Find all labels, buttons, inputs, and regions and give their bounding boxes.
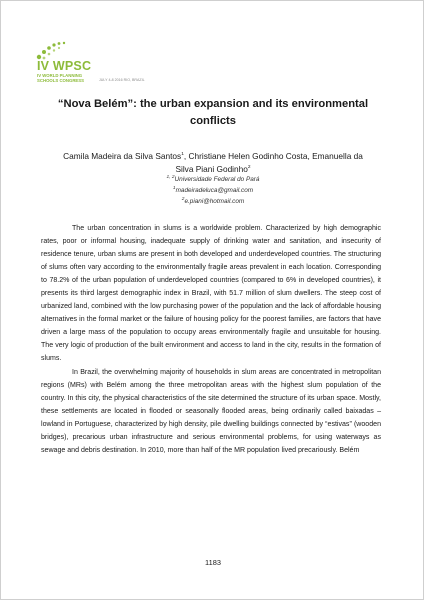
author-list: Camila Madeira da Silva Santos$^1$, Christiane Helen Godinho Costa, Emanuella da Silva Piani Godinho$^2$ bbox=[63, 150, 363, 175]
affiliation-email-2 bbox=[61, 197, 365, 205]
author-name: Christiane Helen Godinho Costa bbox=[188, 150, 308, 161]
abstract-body bbox=[41, 222, 381, 457]
logo-subtitle-line2: SCHOOLS CONGRESS bbox=[37, 78, 85, 83]
page-number: 1183 bbox=[205, 558, 221, 567]
author-name: Emanuella da Silva Piani Godinho bbox=[175, 150, 363, 175]
institution-name: Universidade Federal do Pará bbox=[174, 176, 260, 184]
affiliation-mark: 1 bbox=[172, 186, 176, 191]
author-name: Camila Madeira da Silva Santos bbox=[63, 150, 182, 161]
author-affiliation-mark: 1 bbox=[181, 152, 184, 157]
email-address: madeiradeluca@gmail.com bbox=[175, 187, 254, 195]
author-affiliation-mark: 2 bbox=[247, 165, 251, 171]
paragraph: The urban concentration in slums is a worldwide problem. Characterized by high demographic rates, poor or informal housing, inadequate supply of drinking water and sanitation, and insecurity of residence tenure, urban slums are present in both developed and underdeveloped countries. The structuring of slums often vary according to the environmentally fragile areas prevalent in each location. Corresponding to 78.2% of the urban population of underdeveloped countries (compared to 6% in developed countries), it presents its third largest demographic index in Brazil, with 51.7 million of slum dwellers. The steep cost of urbanized land, combined with the low purchasing power of the population and the lack of affordable housing alternatives in the formal market or the failure of housing policy for the poorest families, are factors that have driven a large mass of the population to occupy areas environmentally fragile and unsuitable for housing. The very logic of production of the built environment and access to land in the city, results in the formation of slums. bbox=[41, 225, 381, 363]
affiliation-mark: 1, 2 bbox=[166, 175, 175, 180]
conference-logo bbox=[35, 41, 175, 85]
logo-title: IV WPSC bbox=[37, 59, 92, 73]
affiliation-mark: 2 bbox=[181, 197, 185, 202]
paper-title: “Nova Belém”: the urban expansion and its environmental conflicts bbox=[57, 98, 369, 127]
email-address: e.piani@hotmail.com bbox=[184, 198, 245, 206]
logo-date-place: JULY 4-8 2016 RIO, BRAZIL bbox=[99, 78, 145, 82]
affiliation-email-1 bbox=[61, 186, 365, 194]
affiliation-institution bbox=[61, 175, 365, 183]
paragraph: In Brazil, the overwhelming majority of households in slum areas are concentrated in metropolitan regions (MRs) with Belém among the three metropolitan areas with the highest slum population of the country. In this city, the physical characteristics of the site determined the structure of its urban space. Mostly, these settlements are located in flooded or seasonally flooded areas, being ordinarily called baixadas – lowland in Portuguese, characterized by high density, pile dwelling buildings connected by “estivas” (wooden bridges), precarious urban infrastructure and serious environmental problems, for using waterways as sewage and debris destination. In 2010, more than half of the MR population lived precariously. Belém bbox=[41, 368, 381, 454]
logo-subtitle-line1: IV WORLD PLANNING bbox=[37, 73, 83, 78]
